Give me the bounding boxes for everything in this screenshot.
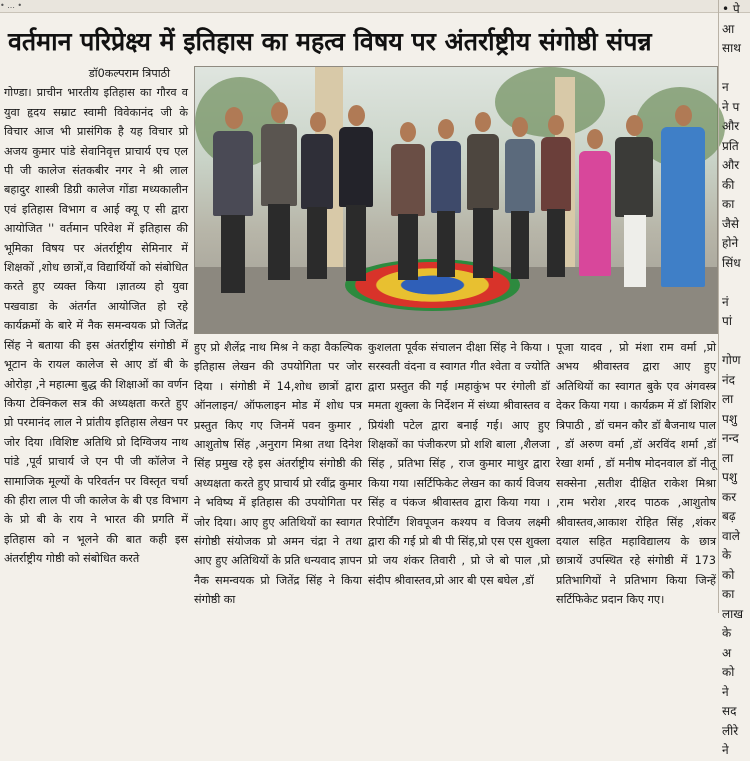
adjacent-article-line: का [722,587,735,601]
adjacent-article-line: और [722,119,740,133]
adjacent-article-line: कर [722,489,737,504]
adjacent-article-line: ला [722,450,734,465]
article-column-1 [4,64,188,610]
column-1-text: गोण्डा। प्राचीन भारतीय इतिहास का गौरव व युवा हृदय सम्राट स्वामी विवेकानंद जी के विचार आज भी प्रासंगिक है यह विचार प्रो अजय कुमार पांडे सेवानिवृत्त प्राचार्य एच एल पी जी कालेज संतकबीर नगर ने श्री लाल बहादुर शास्त्री डिग्री कालेज गोंडा मध्यकालीन एवं इतिहास विभाग व आई क्यू ए सी द्वारा आयोजित '' वर्तमान परिवेश में इतिहास की भूमिका विषय पर अंतर्राष्ट्रीय सेमिनार में शिक्षकों ,शोध छात्रों,व विद्यार्थियों को संबोधित करते हुए व्यक्त किया ।ज्ञातव्य हो युवा पखवाडा के अंतर्गत आयोजित हो रहे कार्यक्रमों के बारे में नैक समन्वयक प्रो जितेंद्र सिंह ने बताया की इस अंतर्राष्ट्रीय संगोष्ठी में भूटान के रायल कालेज से आए डॉ बी के ओरोड़ा ,ने महात्मा बुद्ध की शिक्षाओं का वर्णन किया टेक्निकल सत्र की अध्यक्षता करते हुए प्रो परमानंद लाल ने प्रांतीय इतिहास लेखन पर जोर दिया ।विशिष्ट अतिथि प्रो दिग्विजय नाथ पांडे ,पूर्व प्राचार्य जे एन पी जी कॉलेज ने सामाजिक मूल्यों के परिवर्तन पर विस्तृत चर्चा की हीरा लाल पी जी कालेज के बी एड विभाग के प्रो बी के राय ने भारत की प्रगति में इतिहास को न भूलने की बात कही इस अंतर्राष्ट्रीय गोष्ठी को संबोधित करते [4,86,188,566]
adjacent-article-line: के [722,626,732,640]
adjacent-article-line: वाले [722,528,740,543]
adjacent-article-line: अ [722,645,732,660]
adjacent-article-line: गोण [722,353,741,367]
adjacent-article-line: की [722,177,735,192]
adjacent-article-line: न [722,80,729,94]
adjacent-article-line: पशु [722,470,737,484]
adjacent-article-line: प्रति [722,138,739,153]
adjacent-article-line: जैसे [722,216,740,231]
adjacent-article-line: ला [722,392,734,406]
adjacent-article-line: लाख [722,606,744,621]
top-strip: • ... • [0,0,750,13]
article-column-2 [194,338,362,610]
adjacent-article-line: को [722,567,735,582]
adjacent-article-line: का [722,197,735,211]
adjacent-article-line: पां [722,314,732,328]
adjacent-article-fragment [722,0,750,757]
adjacent-article-line: के [722,548,732,562]
article-column-4 [556,338,716,610]
column-4-text: पूजा यादव , प्रो मंशा राम वर्मा ,प्रो अभय श्रीवास्तव द्वारा आए हुए अतिथियों का स्वागत बुके एव अंगवस्त्र देकर किया गया । कार्यक्रम में डॉ शिशिर त्रिपाठी , डॉ चमन कौर डॉ बैजनाथ पाल , डॉ अरुण वर्मा ,डॉ अरविंद शर्मा ,डॉ रेखा शर्मा , डॉ मनीष मोदनवाल डॉ नीतू सक्सेना ,सतीश दीक्षित राकेश मिश्रा ,राम भरोश ,शरद पाठक ,आशुतोष श्रीवास्तव,आकाश रोहित सिंह ,शंकर दयाल सहित महाविद्यालय के छात्र छात्रायें उपस्थित रहे संगोष्ठी में 173 प्रतिभागियों ने प्रतिभाग किया जिन्हें सर्टिफिकेट प्रदान किए गए। [556,341,716,607]
adjacent-article-line: सिंध [722,255,741,270]
adjacent-article-line: सद [722,704,737,718]
adjacent-article-line: ने [722,684,729,699]
column-divider [718,0,719,613]
adjacent-article-line: साथ [722,41,741,55]
adjacent-article-line: को [722,665,735,679]
event-photo [194,66,718,334]
column-2-text: हुए प्रो शैलेंद्र नाथ मिश्र ने कहा वैकल्पिक इतिहास लेखन की उपयोगिता पर जोर दिया । संगोष्ठी में 14,शोध छात्रों द्वारा ऑनलाइन/ ऑफलाइन मोड में शोध पत्र प्रस्तुत किए गए जिनमें पवन कुमार , आशुतोष सिंह ,अनुराग मिश्रा तथा दिनेश सिंह प्रमुख रहे इस अंतर्राष्ट्रीय संगोष्ठी की अध्यक्षता करते हुए प्राचार्य प्रो रवींद्र कुमार ने भविष्य में इतिहास की उपयोगिता पर जोर दिया। आए हुए अतिथियों का स्वागत संगोष्ठी संयोजक प्रो अमन चंद्रा ने तथा आए हुए अतिथियों के प्रति धन्यवाद ज्ञापन नैक समन्वयक प्रो जितेंद्र सिंह ने किया संगोष्ठी का [194,341,362,607]
adjacent-article-line: ने प [722,99,740,114]
adjacent-article-line: पशु [722,411,737,426]
adjacent-article-line: लीरे [722,723,739,738]
adjacent-article-line: नं [722,294,729,309]
byline: डॉ0कल्पराम त्रिपाठी [88,67,170,80]
adjacent-article-line [722,273,750,293]
adjacent-article-line: होने [722,236,739,250]
adjacent-article-line [722,59,750,79]
article-column-3 [368,338,550,610]
adjacent-article-line: ने [722,743,729,757]
adjacent-article-line: बढ़ [722,509,736,523]
adjacent-article-line: • पे [722,2,740,16]
column-3-text: कुशलता पूर्वक संचालन दीक्षा सिंह ने किया ।सरस्वती वंदना व स्वागत गीत श्वेता व ज्योति द्वारा प्रस्तुत की गई ।महाकुंभ पर रंगोली डॉ ममता शुक्ला के निर्देशन में संध्या श्रीवास्तव व प्रियंशी पटेल द्वारा बनाई गई। आए हुए शिक्षकों का पंजीकरण प्रो शशि बाला ,शैलजा सिंह , प्रतिभा सिंह , राज कुमार माथुर द्वारा किया गया ।सर्टिफिकेट लेखन का कार्य विजय सिंह व पंकज श्रीवास्तव द्वारा किया गया ।रिपोर्टिंग शिवपूजन कश्यप व विजय लक्ष्मी द्वारा की गई प्रो बी पी सिंह,प्रो एस एस शुक्ला प्रो जय शंकर तिवारी , प्रो जे बो पाल ,प्रो संदीप श्रीवास्तव,प्रो आर बी एस बघेल ,डॉ [368,341,550,587]
adjacent-article-line: और [722,158,740,172]
adjacent-article-line: आ [722,21,735,36]
adjacent-article-line [722,332,750,352]
adjacent-article-line: नंद [722,372,736,387]
headline: वर्तमान परिप्रेक्ष्य में इतिहास का महत्व विषय पर अंतर्राष्ट्रीय संगोष्ठी संपन्न [8,27,652,56]
adjacent-article-line: नन्द [722,431,739,445]
